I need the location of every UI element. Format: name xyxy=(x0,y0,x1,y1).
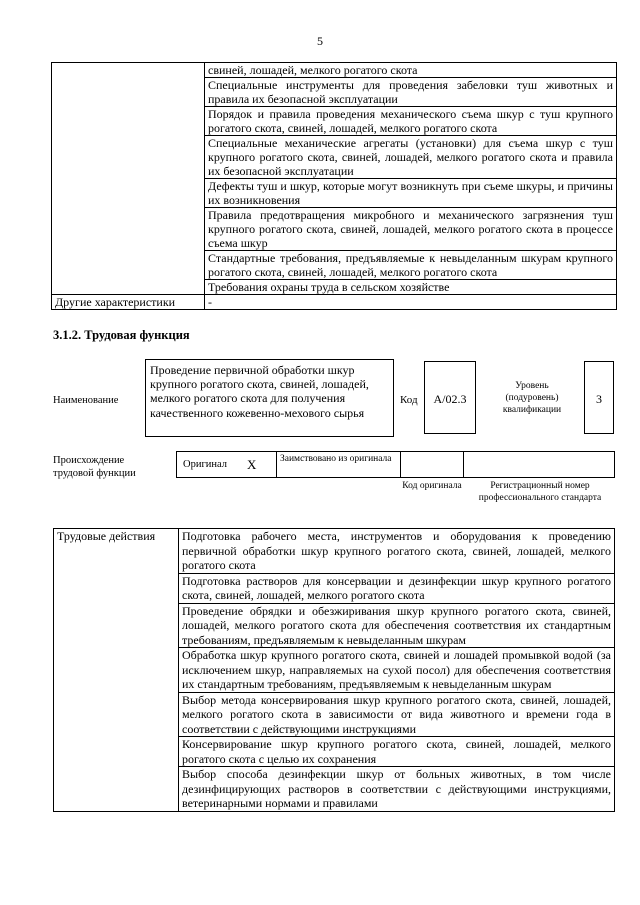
table-cell: Консервирование шкур крупного рогатого скота, свиней, лошадей, мелкого рогатого скота с целью их сохранения xyxy=(179,737,615,767)
row-header-empty xyxy=(52,63,205,295)
table-cell: свиней, лошадей, мелкого рогатого скота xyxy=(205,63,617,78)
code-original-box xyxy=(400,451,464,478)
table-row xyxy=(52,295,617,310)
reg-number-box xyxy=(463,451,615,478)
borrowed-label: Заимствовано из оригинала xyxy=(280,454,392,464)
table-cell: Обработка шкур крупного рогатого скота, свиней и лошадей промывкой водой (за исключением шкур, направляемых на сухой посол) для обеспечения соответствия их стандартным требованиям, предъявляемым к невыделанным шкурам xyxy=(179,648,615,693)
borrowed-box xyxy=(276,451,401,478)
table-cell: Выбор метода консервирования шкур крупного рогатого скота, свиней, лошадей, мелкого рогатого скота в зависимости от вида животного и времени года в соответствии с действующими инструкциями xyxy=(179,692,615,737)
table-cell: Специальные механические агрегаты (установки) для съема шкур с туш крупного рогатого скота, свиней, лошадей, мелкого рогатого скота и правила их безопасной эксплуатации xyxy=(205,136,617,179)
code-label: Код xyxy=(400,394,418,406)
knowledge-table xyxy=(51,62,617,310)
reg-number-label: Регистрационный номер профессионального стандарта xyxy=(478,481,602,503)
table-cell: Требования охраны труда в сельском хозяйстве xyxy=(205,280,617,295)
origin-label: Происхождение трудовой функции xyxy=(53,455,136,479)
original-label: Оригинал xyxy=(183,459,227,470)
level-value: 3 xyxy=(596,392,602,406)
table-cell: Проведение обрядки и обезжиривания шкур крупного рогатого скота, свиней, лошадей, мелкого рогатого скота для обеспечения соответствия их стандартным требованиям, предъявляемым к невыделанным шкурам xyxy=(179,603,615,648)
code-box xyxy=(424,361,476,434)
labor-actions-label: Трудовые действия xyxy=(54,529,179,812)
level-box xyxy=(584,361,614,434)
table-cell: Подготовка рабочего места, инструментов и оборудования к проведению первичной обработки шкур крупного рогатого скота, свиней, лошадей, мелкого рогатого скота xyxy=(179,529,615,574)
original-mark: X xyxy=(247,457,257,472)
table-cell: Правила предотвращения микробного и механического загрязнения туш крупного рогатого скота, свиней, лошадей, мелкого рогатого скота в процессе съема шкур xyxy=(205,208,617,251)
page-number: 5 xyxy=(317,34,323,48)
section-title: 3.1.2. Трудовая функция xyxy=(53,328,190,342)
table-row xyxy=(54,529,615,574)
function-name-box xyxy=(145,359,394,437)
level-label: Уровень (подуровень) квалификации xyxy=(502,381,562,415)
table-cell: Подготовка растворов для консервации и дезинфекции шкур крупного рогатого скота, свиней, лошадей, мелкого рогатого скота xyxy=(179,573,615,603)
function-name-value: Проведение первичной обработки шкур крупного рогатого скота, свиней, лошадей, мелкого рогатого скота для получения качественного кожевенно-мехового сырья xyxy=(150,363,369,420)
name-label: Наименование xyxy=(53,395,119,406)
table-cell: Порядок и правила проведения механического съема шкур с туш крупного рогатого скота, свиней, лошадей, мелкого рогатого скота xyxy=(205,107,617,136)
other-characteristics-label: Другие характеристики xyxy=(52,295,205,310)
labor-actions-table xyxy=(53,528,615,812)
table-cell: Стандартные требования, предъявляемые к невыделанным шкурам крупного рогатого скота, свиней, лошадей, мелкого рогатого скота xyxy=(205,251,617,280)
other-characteristics-value: - xyxy=(205,295,617,310)
table-cell: Дефекты туш и шкур, которые могут возникнуть при съеме шкуры, и причины их возникновения xyxy=(205,179,617,208)
code-original-label: Код оригинала xyxy=(402,481,462,491)
table-cell: Специальные инструменты для проведения забеловки туш животных и правила их безопасной эксплуатации xyxy=(205,78,617,107)
table-row xyxy=(52,63,617,78)
table-cell: Выбор способа дезинфекции шкур от больных животных, в том числе дезинфицирующих растворов в соответствии с действующими инструкциями, ветеринарными нормами и правилами xyxy=(179,767,615,812)
original-box xyxy=(176,451,277,478)
code-value: A/02.3 xyxy=(433,392,467,406)
